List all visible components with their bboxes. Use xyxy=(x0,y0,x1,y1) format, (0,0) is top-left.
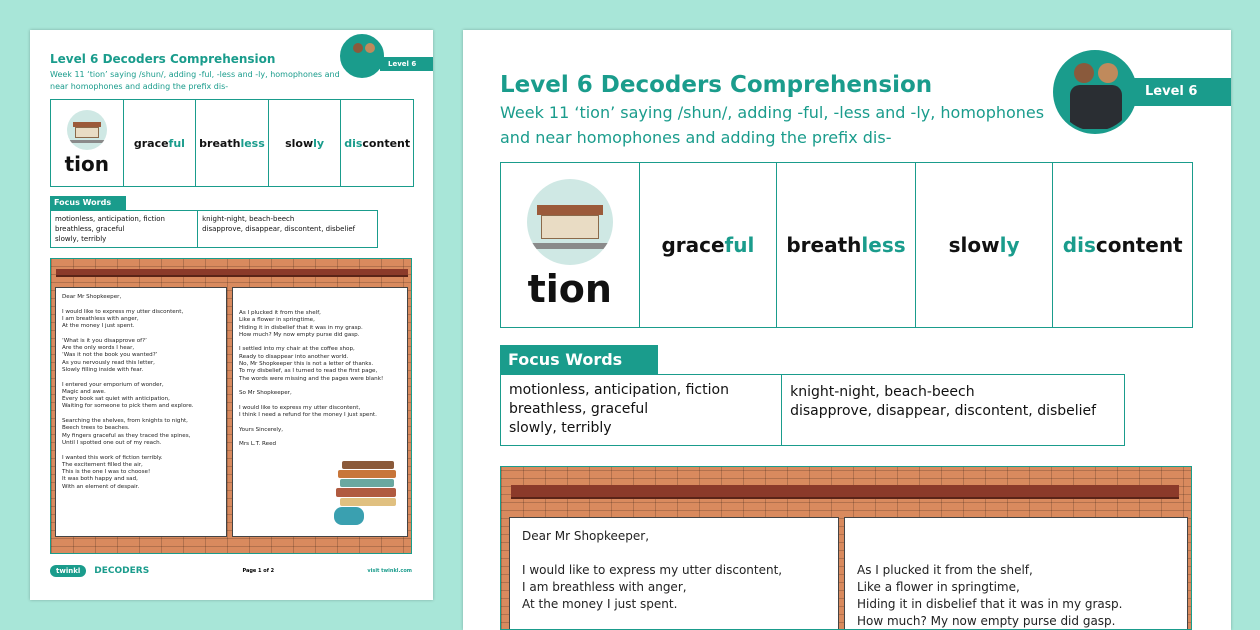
letter-text-right: As I plucked it from the shelf, Like a flower in springtime, Hiding it in disbelief that it was in my grasp. How much? My now empty purse did gasp. xyxy=(857,563,1123,628)
train-station-icon xyxy=(527,179,613,265)
word-part: grace xyxy=(133,136,169,150)
word-part: slow xyxy=(285,136,314,150)
page-subtitle: Week 11 ‘tion’ saying /shun/, adding -ful, -less and -ly, homophones and near homophones and adding the prefix dis- xyxy=(500,103,1045,147)
characters-avatar-icon xyxy=(1053,50,1137,134)
word-table xyxy=(500,162,1193,328)
twinkl-logo: twinkl xyxy=(50,565,86,577)
letter-text-left: Dear Mr Shopkeeper, I would like to express my utter discontent, I am breathless with anger, At the money I just spent. xyxy=(522,529,783,611)
word-suffix: ly xyxy=(313,136,325,150)
focus-words-box xyxy=(50,210,378,248)
word-suffix: less xyxy=(240,136,265,150)
footer-url: visit twinkl.com xyxy=(367,568,412,574)
page-number: Page 1 of 2 xyxy=(242,568,275,574)
word-prefix: dis xyxy=(344,136,363,150)
level-badge: Level 6 xyxy=(1131,78,1231,106)
train-station-icon xyxy=(67,110,107,150)
letter-illustration xyxy=(50,258,412,554)
word-suffix: ful xyxy=(168,136,185,150)
word-cell-graceful xyxy=(124,100,197,186)
focus-words-label: Focus Words xyxy=(500,345,658,374)
focus-words-right: knight-night, beach-beech disapprove, disappear, discontent, disbelief xyxy=(202,215,356,233)
letter-text-left: Dear Mr Shopkeeper, I would like to express my utter discontent, I am breathless with anger, At the money I just spent. ‘What is it you disapprove of?’ Are the only words I hear, ‘Was it not the book you wanted?’ As you nervously read this letter, Slowly filling inside with fear. I entered your emporium of wonder, Magic and awe. Every book sat quiet with anticipation, Waiting for someone to pick them and explore. Searching the shelves, from knights to night, Beech trees to beaches. My fingers graceful as they traced the spines, Until I spotted one out of my reach. I wanted this work of fiction terribly. The excitement filled the air, This is the one I was to choose! It was both happy and sad, With an element of despair. xyxy=(62,294,194,490)
focus-words-box xyxy=(500,374,1125,446)
focus-words-left: motionless, anticipation, fiction breathless, graceful slowly, terribly xyxy=(501,375,782,445)
word-tion: tion xyxy=(527,267,612,311)
word-cell-breathless xyxy=(777,163,916,327)
word-tion: tion xyxy=(64,152,109,176)
word-cell-slowly xyxy=(916,163,1054,327)
letter-page-left xyxy=(509,517,839,630)
word-part: breath xyxy=(199,136,241,150)
word-cell-tion xyxy=(51,100,124,186)
word-part: slow xyxy=(948,233,1000,257)
focus-words-label: Focus Words xyxy=(50,196,126,210)
page-subtitle: Week 11 ‘tion’ saying /shun/, adding -ful, -less and -ly, homophones and near homophones and adding the prefix dis- xyxy=(50,70,340,91)
letter-text-right: As I plucked it from the shelf, Like a flower in springtime, Hiding it in disbelief that it was in my grasp. How much? My now empty purse did gasp. I settled into my chair at the coffee shop, Ready to disappear into another world. No, Mr Shopkeeper this is not a letter of thanks. To my disbelief, as I turned to read the first page, The words were missing and the pages were blank! So Mr Shopkeeper, I would like to express my utter discontent, I think I need a refund for the money I just spent. Yours Sincerely, Mrs L.T. Reed xyxy=(239,310,384,448)
page-title: Level 6 Decoders Comprehension xyxy=(500,72,933,98)
letter-page-right xyxy=(844,517,1188,630)
word-part: content xyxy=(1095,233,1183,257)
word-part: content xyxy=(362,136,411,150)
worksheet-preview-small xyxy=(30,30,433,600)
word-prefix: dis xyxy=(1062,233,1096,257)
decoders-logo: DECODERS xyxy=(94,566,150,576)
focus-words-right: knight-night, beach-beech disapprove, disappear, discontent, disbelief xyxy=(790,384,1097,419)
focus-words-left: motionless, anticipation, fiction breathless, graceful slowly, terribly xyxy=(51,211,198,247)
word-table xyxy=(50,99,414,187)
word-suffix: ly xyxy=(999,233,1020,257)
word-suffix: ful xyxy=(724,233,755,257)
level-badge: Level 6 xyxy=(380,57,433,71)
letter-page-left xyxy=(55,287,227,537)
worksheet-preview-large xyxy=(463,30,1231,630)
letter-illustration xyxy=(500,466,1192,630)
word-suffix: less xyxy=(861,233,906,257)
book-stack-icon xyxy=(316,459,406,529)
word-cell-tion xyxy=(501,163,640,327)
word-cell-discontent xyxy=(341,100,413,186)
word-cell-breathless xyxy=(196,100,269,186)
page-title: Level 6 Decoders Comprehension xyxy=(50,52,276,66)
word-cell-graceful xyxy=(640,163,778,327)
word-part: breath xyxy=(786,233,862,257)
characters-avatar-icon xyxy=(340,34,384,78)
word-cell-slowly xyxy=(269,100,342,186)
word-part: grace xyxy=(661,233,725,257)
page-footer xyxy=(50,562,412,580)
word-cell-discontent xyxy=(1053,163,1192,327)
